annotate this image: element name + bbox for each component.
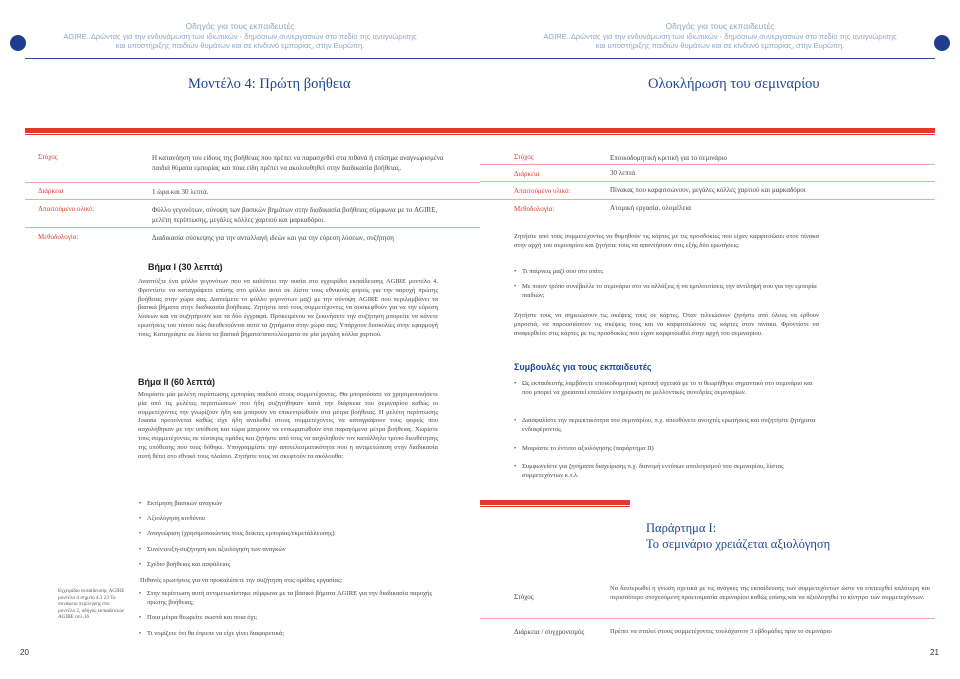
appendix-row-text: Πρέπει να σταλεί στους συμμετέχοντες τουλάχιστον 3 εβδομάδες πριν το σεμινάριο: [610, 628, 832, 635]
intro-text: Ζητήστε από τους συμμετέχοντες να θυμηθούν τις κάρτες με τις προσδοκίες που είχαν καρφιτσώσει στον πίνακα στην αρχή του σεμιναρίου και ζητήστε τους να απαντήσουν στις εξής δύο ερωτήσεις:: [514, 233, 819, 249]
appendix-title-line-2: Το σεμινάριο χρειάζεται αξιολόγηση: [646, 537, 831, 551]
row-label: Διάρκεια: [38, 187, 64, 195]
step-1-heading: Βήμα Ι (30 λεπτά): [148, 262, 223, 272]
list-item: • Ποια μέτρα θεωρείτε σωστά και ποια όχι;: [147, 614, 437, 623]
appendix-row-label: Στόχος: [514, 593, 534, 601]
row-divider: [25, 199, 480, 200]
list-item: • Με ποιον τρόπο συνέβαλλε το σεμινάριο στο να αλλάξεις ή να εμπλουτίσεις την αντίληψή σου για την εμπορία παιδιών;: [522, 283, 822, 301]
header-rule: [480, 58, 935, 59]
page-title: Ολοκλήρωση του σεμιναρίου: [648, 76, 820, 92]
row-text: Διαδικασία σύσκεψης για την ανταλλαγή ιδεών και για την εύρεση λύσεων, συζήτηση: [152, 234, 394, 242]
row-text: Εποικοδομητική κριτική για το σεμινάριο: [610, 154, 727, 162]
header-line-2: AGIRE. Δρώντας για την ενδυνάμωση των ιδιωτικών - δημόσιων συνεργασιών στο πεδίο της αναγνώρισης: [63, 31, 417, 41]
list-item: • Συμφωνείστε για ζητήματα διαχείρισης π.χ. διανομή εντύπων απολογισμού του σεμιναρίου, λίστας συμμετεχόντων κ.τ.λ.: [522, 463, 822, 481]
row-divider: [480, 164, 935, 165]
step-2-heading: Βήμα ΙΙ (60 λεπτά): [138, 377, 216, 387]
row-text: 1 ώρα και 30 λεπτά.: [152, 188, 209, 196]
header-line-2: AGIRE. Δρώντας για την ενδυνάμωση των ιδιωτικών - δημόσιων συνεργασιών στο πεδίο της αναγνώρισης: [543, 31, 897, 41]
row-text: 30 λεπτά: [610, 169, 636, 177]
step-1-text: Αναπτύξτε ένα φύλλο γεγονότων που να καλύπτει την ουσία στο εγχειρίδιο εκπαίδευσης AGIRE μοντέλο 4. Φροντίστε να καταγράψετε επίσης στο φύλλο αυτό σε λίστα τους εθνικούς φορείς για την παροχή πρώτης βοήθειας στην χώρα σας. Διανείμετε το φύλλο γεγονότων μαζί με την σύνοψη AGIRE που περιλαμβάνει τα βασικά βήματα στην διαδικασία βοήθειας. Ζητήστε από τους συμμετέχοντες να συσκεφθούν για να την εύρεση λύσεων και να συζητήσουν και τα δύο έγγραφα. Προκειμένου να ξεκινήσετε την συζήτηση μπορείτε να κάνετε ερωτήσεις του τύπου πώς διευθετούνται αυτά τα ζητήματα στην χώρα σας; Υπάρχουν δυσκολίες στην εφαρμογή τους; Καταγράψτε σε λίστα τα βασικά βήματα/αποτελέσματα σε μία μεγάλη κόλλα χαρτιού.: [138, 278, 438, 338]
list-item: • Μοιράστε το έντυπο αξιολόγησης (παράρτημα ΙΙ): [522, 445, 822, 454]
footnote: Εγχειρίδιο εκπαίδευσης AGIRE μοντέλο 4 σημείο 4.3 23 Το συνάφειο περίληψης στο μοντέλο 2, οδηγός εκπαιδευτών AGIRE σελ.16: [58, 588, 125, 620]
row-label: Μεθοδολογία:: [514, 205, 555, 213]
appendix-title-line-1: Παράρτημα Ι:: [646, 521, 717, 535]
row-divider: [480, 181, 935, 182]
row-text: Η κατανόηση του είδους της βοήθειας που πρέπει να παρασχεθεί στα πιθανά ή επίσημα αναγνωρισμένα παιδιά θύματα εμπορίας και ποια είδη πρέπει να ακολουθηθεί στην διαδικασία βοήθειας.: [152, 154, 444, 172]
running-header: [0, 22, 480, 51]
row-label: Στόχος: [514, 153, 534, 161]
appendix-red-rule: [480, 506, 630, 507]
row-divider: [480, 618, 935, 619]
right-page: [480, 0, 960, 679]
header-line-3: και υποστήριξης παιδιών θυμάτων και σε κίνδυνό εμπορίας, στην Ευρώπη.: [595, 41, 845, 50]
row-divider: [25, 227, 480, 228]
red-rule: [25, 134, 480, 135]
list-item: • Ως εκπαιδευτής λαμβάνετε εποικοδομητική κριτική σχετικά με το τι θεωρήθηκε σημαντικό στο σεμινάριο και που μπορεί να χρειαστεί επιπλέον ενημέρωση σε μελλοντικές συνεδρίες σεμιναρίων.: [522, 380, 822, 398]
header-line-1: Οδηγός για τους εκπαιδευτές: [665, 21, 775, 31]
row-divider: [25, 182, 480, 183]
row-label: Απαιτούμενο υλικό:: [38, 205, 95, 213]
row-divider: [480, 199, 935, 200]
instructions-text: Ζητήστε τους να σημειώσουν τις σκέψεις τους σε κάρτες. Όταν τελειώσουν ζητήστε από όλους να έρθουν μπροστά, να παρουσιάσουν τις σκέψεις τους και να καρφιτσώσουν τις κάρτες στον πίνακα. Φροντίστε να αναφερθείτε στις κάρτες με τις προσδοκίες που είχαν καρφιτσωθεί στην αρχή του σεμιναρίου.: [514, 312, 819, 337]
header-line-1: Οδηγός για τους εκπαιδευτές: [185, 21, 295, 31]
red-band: [480, 128, 935, 133]
row-label: Μεθοδολογία:: [38, 233, 79, 241]
row-label: Στόχος: [38, 153, 58, 161]
page-number: 20: [20, 648, 29, 657]
list-item: • Τι παίρνεις μαζί σου στο σπίτι;: [522, 268, 822, 277]
tips-heading: Συμβουλές για τους εκπαιδευτές: [514, 362, 652, 372]
appendix-red-band: [480, 500, 630, 505]
running-header: [480, 22, 960, 51]
header-dot: [10, 35, 26, 51]
row-text: Ατομική εργασία, ολομέλεια: [610, 204, 691, 212]
list-item: • Συνέντευξη-συζήτηση και αξιολόγηση των αναγκών: [147, 546, 437, 555]
list-item: • Διασφαλίστε την περιεκτικότητα του σεμιναρίου, π.χ. απευθύνετε ανοιχτές ερωτήσεις και συζητήστε ζητήματα ενδιαφέροντος.: [522, 417, 822, 435]
step-2-text: Μοιράστε μία μελέτη περίπτωσης εμπορίας παιδιού στους συμμετέχοντες. Θα μπορούσατε να χρησιμοποιήσετε μία από τις μελέτες περιπτώσεων που ήδη συζητήθηκαν κατά την διάρκεια του σεμιναρίου καθώς οι συμμετέχοντες την γνωρίζουν ήδη και μπορούν να επικεντρωθούν στα μέτρα βοήθειας. Η μελέτη περίπτωσης Joanna προτείνεται καθώς είχε ήδη αναλυθεί στους συμμετέχοντες να καταγράψουν τους φορείς που ασχολήθηκαν με την υπόθεση και τώρα μπορούν να ενσωματωθούν στα παραγόμενα μέτρα βοήθειας. Χωρίστε τους συμμετέχοντες σε τέσσερις ομάδες και ζητήστε από τους να ασχοληθούν τον κατάλληλο τρόπο διευθέτησης της υπόθεσης που τους δόθηκε. Υπογραμμίστε την αποτελεσματικότητα που η αντιμετώπιση στην διαδικασία αυτή θέτει στο εθνικό τους πλαίσιο. Ζητήστε τους να σκεφτούν τα ακόλουθα:: [138, 391, 438, 460]
list-item: • Αναγνώριση (χρησιμοποιώντας τους δείκτες εμπορίας/εκμετάλλευσης): [147, 530, 437, 539]
row-label: Διάρκεια: [514, 170, 540, 178]
appendix-row-text: Να δευτερωθεί η γνώση σχετικά με τις ανάγκες της εκπαίδευσης των συμμετεχόντων ώστε να επιτευχθεί καλύτερη και περισσότερο στοχευόμενη προετοιμασία σεμιναρίου καθώς επίσης και να αξιολογηθεί το κίνητρο των συμμετεχόντων.: [610, 585, 930, 601]
header-dot: [934, 35, 950, 51]
header-rule: [25, 58, 480, 59]
red-rule: [480, 134, 935, 135]
list-item: • Εκτίμηση βασικών αναγκών: [147, 500, 437, 509]
questions-intro: Πιθανές ερωτήσεις για να προκαλέσετε την συζήτηση στις ομάδες εργασίας:: [140, 577, 343, 584]
row-label: Απαιτούμενο υλικό:: [514, 187, 571, 195]
list-item: • Στην περίπτωση αυτή αντιμετωπίστηκε σύμφωνα με τα βασικά βήματα AGIRE για την διαδικασία παροχής πρώτης βοήθειας;: [147, 590, 437, 608]
list-item: • Αξιολόγηση κινδύνου: [147, 515, 437, 524]
red-band: [25, 128, 480, 133]
header-line-3: και υποστήριξης παιδιών θυμάτων και σε κίνδυνό εμπορίας, στην Ευρώπη.: [115, 41, 365, 50]
list-item: • Τι νομίζετε ότι θα έπρεπε να είχε γίνει διαφορετικά;: [147, 630, 437, 639]
row-text: Φύλλο γεγονότων, σύνοψη των βασικών βημάτων στην διαδικασία βοήθειας σύμφωνα με το AGIRE, μελέτη περίπτωσης, μεγάλες κόλλες χαρτιού και μαρκαδόροι.: [152, 206, 438, 224]
page-title: Μοντέλο 4: Πρώτη βοήθεια: [188, 76, 351, 92]
list-item: • Σχέδιο βοήθειας και ασφάλειας: [147, 561, 437, 570]
row-text: Πίνακας που καρφιτσώνουν, μεγάλες κόλλες χαρτιού και μαρκαδόροι: [610, 186, 806, 194]
page-number: 21: [930, 648, 939, 657]
appendix-row-label: Διάρκεια / συγχρονισμός: [514, 628, 585, 636]
